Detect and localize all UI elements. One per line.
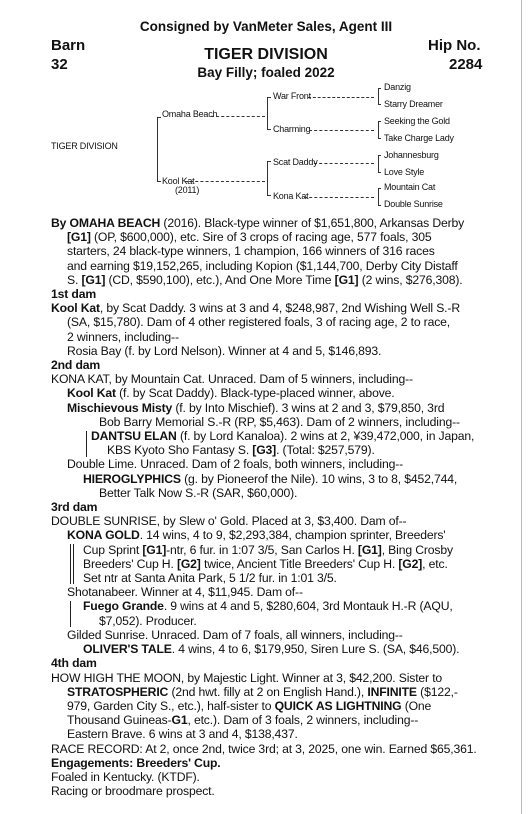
dam-text: twice, Ancient Title Breeders' Cup H. xyxy=(200,556,399,571)
dam-text: Better Talk Now S.-R (SAR, $60,000). xyxy=(99,485,298,500)
grade: G1 xyxy=(171,713,188,728)
grade: [G1] xyxy=(142,542,167,557)
dam-text: $7,052). Producer. xyxy=(99,613,197,628)
grade: [G1] xyxy=(67,230,91,245)
sire-text: and earning $19,152,265, including Kopion ($1,144,700, Derby City Distaff xyxy=(67,258,458,273)
dam-text: , etc. xyxy=(422,556,448,571)
dam-text: (f. by Into Mischief). 3 wins at 2 and 3, $79,850, 3rd xyxy=(172,400,445,415)
second-dam-section xyxy=(51,358,503,500)
dam-text: . 4 wins, 4 to 6, $179,950, Siren Lure S. (SA, $46,500). xyxy=(171,642,460,657)
hip-label: Hip No. xyxy=(428,37,481,54)
produce-name: INFINITE xyxy=(367,684,417,699)
pedigree-sire-sire: War Front xyxy=(273,91,311,101)
grade: [G3] xyxy=(252,443,277,458)
by-label: By xyxy=(51,216,70,230)
produce-name: Fuego Grande xyxy=(83,599,164,614)
first-dam-name: Kool Kat xyxy=(51,301,100,316)
produce-line: Rosia Bay (f. by Lord Nelson). Winner at 4 and 5, $146,893. xyxy=(67,343,382,358)
pedigree-ssd: Starry Dreamer xyxy=(384,99,443,109)
dam-text: KBS Kyoto Sho Fantasy S. xyxy=(107,443,253,458)
sire-name: OMAHA BEACH xyxy=(69,216,161,230)
sire-text: S. xyxy=(67,272,82,287)
dam-text: . 14 wins, 4 to 9, $2,293,384, champion sprinter, Breeders' xyxy=(139,528,446,543)
dam-text: Breeders' Cup H. xyxy=(83,556,177,571)
foaled-line: Foaled in Kentucky. (KTDF). xyxy=(51,769,200,784)
sire-text: starters, 24 black-type winners, 1 champion, 166 winners of 316 races xyxy=(67,244,435,259)
fuego-block xyxy=(51,599,503,627)
produce-name: Kool Kat xyxy=(67,386,116,401)
footer-section xyxy=(51,742,503,799)
sire-text: (OP, $600,000), etc. Sire of 3 crops of racing age, 577 foals, 305 xyxy=(90,230,432,245)
sire-text: (CD, $590,100), etc.), And One More Time xyxy=(105,272,335,287)
first-dam-section xyxy=(51,287,503,358)
barn-number: 32 xyxy=(51,56,68,73)
dam-text: 2 winners, including-- xyxy=(67,329,179,344)
dam-text: (g. by Pioneerof the Nile). 10 wins, 3 to 8, $452,744, xyxy=(180,471,458,486)
produce-bar xyxy=(73,544,74,584)
barn-label: Barn xyxy=(51,37,86,54)
dam-text: Eastern Brave. 6 wins at 3 and 4, $138,437. xyxy=(67,727,298,742)
race-record: RACE RECORD: At 2, once 2nd, twice 3rd; at 3, 2025, one win. Earned $65,361. xyxy=(51,741,477,756)
dam-text: DOUBLE SUNRISE, by Slew o' Gold. Placed at 3, $3,400. Dam of-- xyxy=(51,514,407,529)
sire-text: (2 wins, $276,308). xyxy=(358,272,463,287)
grade: [G1] xyxy=(81,272,106,287)
dam-text: KONA KAT, by Mountain Cat. Unraced. Dam of 5 winners, including-- xyxy=(51,372,413,387)
pedigree-sire: Omaha Beach xyxy=(162,109,218,119)
fourth-dam-heading: 4th dam xyxy=(51,656,97,671)
grade: [G1] xyxy=(357,542,382,557)
produce-name: HIEROGLYPHICS xyxy=(83,471,181,486)
dantsu-block xyxy=(51,429,503,457)
dam-text: , by Scat Daddy. 3 wins at 3 and 4, $248,987, 2nd Wishing Well S.-R xyxy=(99,301,460,316)
produce-name: STRATOSPHERIC xyxy=(67,684,169,699)
dam-text: (SA, $15,780). Dam of 4 other registered foals, 3 of racing age, 2 to race, xyxy=(67,315,451,330)
dam-text: , etc.). Dam of 3 foals, 2 winners, including-- xyxy=(187,713,419,728)
produce-name: Mischievous Misty xyxy=(67,400,173,415)
produce-name: OLIVER'S TALE xyxy=(83,642,172,657)
catalog-body xyxy=(51,216,503,798)
fourth-dam-section xyxy=(51,656,503,741)
dam-text: (One xyxy=(401,698,432,713)
kona-block xyxy=(51,528,503,585)
dam-text: (f. by Scat Daddy). Black-type-placed winner, above. xyxy=(115,386,395,401)
second-dam-heading: 2nd dam xyxy=(51,358,101,373)
dam-text: . (Total: $257,579). xyxy=(276,443,375,458)
dam-text: HOW HIGH THE MOON, by Majestic Light. Winner at 3, $42,200. Sister to xyxy=(51,670,443,685)
pedigree-subject: TIGER DIVISION xyxy=(51,141,118,151)
pedigree-dds: Mountain Cat xyxy=(384,182,436,192)
dam-text: Double Lime. Unraced. Dam of 2 foals, both winners, including-- xyxy=(67,457,404,472)
sire-text: (2016). Black-type winner of $1,651,800, Arkansas Derby xyxy=(160,216,465,230)
dam-text: . 9 wins at 4 and 5, $280,604, 3rd Montauk H.-R (AQU, xyxy=(163,599,453,614)
page-border xyxy=(521,0,522,814)
produce-name: KONA GOLD xyxy=(67,528,140,543)
horse-description: Bay Filly; foaled 2022 xyxy=(197,65,335,80)
prospect-line: Racing or broodmare prospect. xyxy=(51,784,215,799)
dam-text: , Bing Crosby xyxy=(381,542,453,557)
produce-bar xyxy=(70,544,71,584)
pedigree-sss: Danzig xyxy=(384,82,411,92)
pedigree-dss: Johannesburg xyxy=(384,150,439,160)
pedigree-sdd: Take Charge Lady xyxy=(384,133,454,143)
produce-bar xyxy=(70,601,71,627)
grade: [G1] xyxy=(334,272,359,287)
pedigree-sds: Seeking the Gold xyxy=(384,116,450,126)
sire-section xyxy=(51,216,503,287)
pedigree-dam-dam: Kona Kat xyxy=(273,191,309,201)
dam-text: Cup Sprint xyxy=(83,542,143,557)
first-dam-heading: 1st dam xyxy=(51,287,97,302)
dam-text: Gilded Sunrise. Unraced. Dam of 7 foals, all winners, including-- xyxy=(67,627,403,642)
consignor-line: Consigned by VanMeter Sales, Agent III xyxy=(139,19,393,34)
dam-text: Set ntr at Santa Anita Park, 5 1/2 fur. in 1:01 3/5. xyxy=(83,571,337,586)
third-dam-heading: 3rd dam xyxy=(51,500,98,515)
engagements-value: Breeders' Cup. xyxy=(133,755,221,770)
dam-text: (f. by Lord Kanaloa). 2 wins at 2, ¥39,472,000, in Japan, xyxy=(176,429,475,444)
pedigree-dam: Kool Kat xyxy=(162,176,195,186)
hip-number: 2284 xyxy=(449,56,483,73)
pedigree-ddd: Double Sunrise xyxy=(384,199,443,209)
pedigree-dam-sire: Scat Daddy xyxy=(273,157,318,167)
produce-name: DANTSU ELAN xyxy=(91,429,177,444)
dam-text: ($122,- xyxy=(416,684,458,699)
dam-text: (2nd hwt. filly at 2 on English Hand.), xyxy=(168,684,368,699)
dam-text: Bob Barry Memorial S.-R (RP, $5,463). Dam of 2 winners, including-- xyxy=(99,414,460,429)
third-dam-section xyxy=(51,500,503,656)
horse-name: TIGER DIVISION xyxy=(204,46,328,63)
dam-text: 979, Garden City S., etc.), half-sister to xyxy=(67,698,275,713)
grade: [G2] xyxy=(176,556,201,571)
dam-text: Thousand Guineas- xyxy=(67,713,172,728)
dam-text: -ntr, 6 fur. in 1:07 3/5, San Carlos H. xyxy=(166,542,358,557)
pedigree-sire-dam: Charming xyxy=(273,124,311,134)
pedigree-dam-year: (2011) xyxy=(175,185,200,195)
grade: [G2] xyxy=(398,556,423,571)
engagements-label: Engagements: xyxy=(51,755,134,770)
pedigree-dsd: Love Style xyxy=(384,167,425,177)
produce-bar xyxy=(86,431,87,457)
dam-text: Shotanabeer. Winner at 4, $11,945. Dam of-- xyxy=(67,585,303,600)
produce-name: QUICK AS LIGHTNING xyxy=(274,698,402,713)
